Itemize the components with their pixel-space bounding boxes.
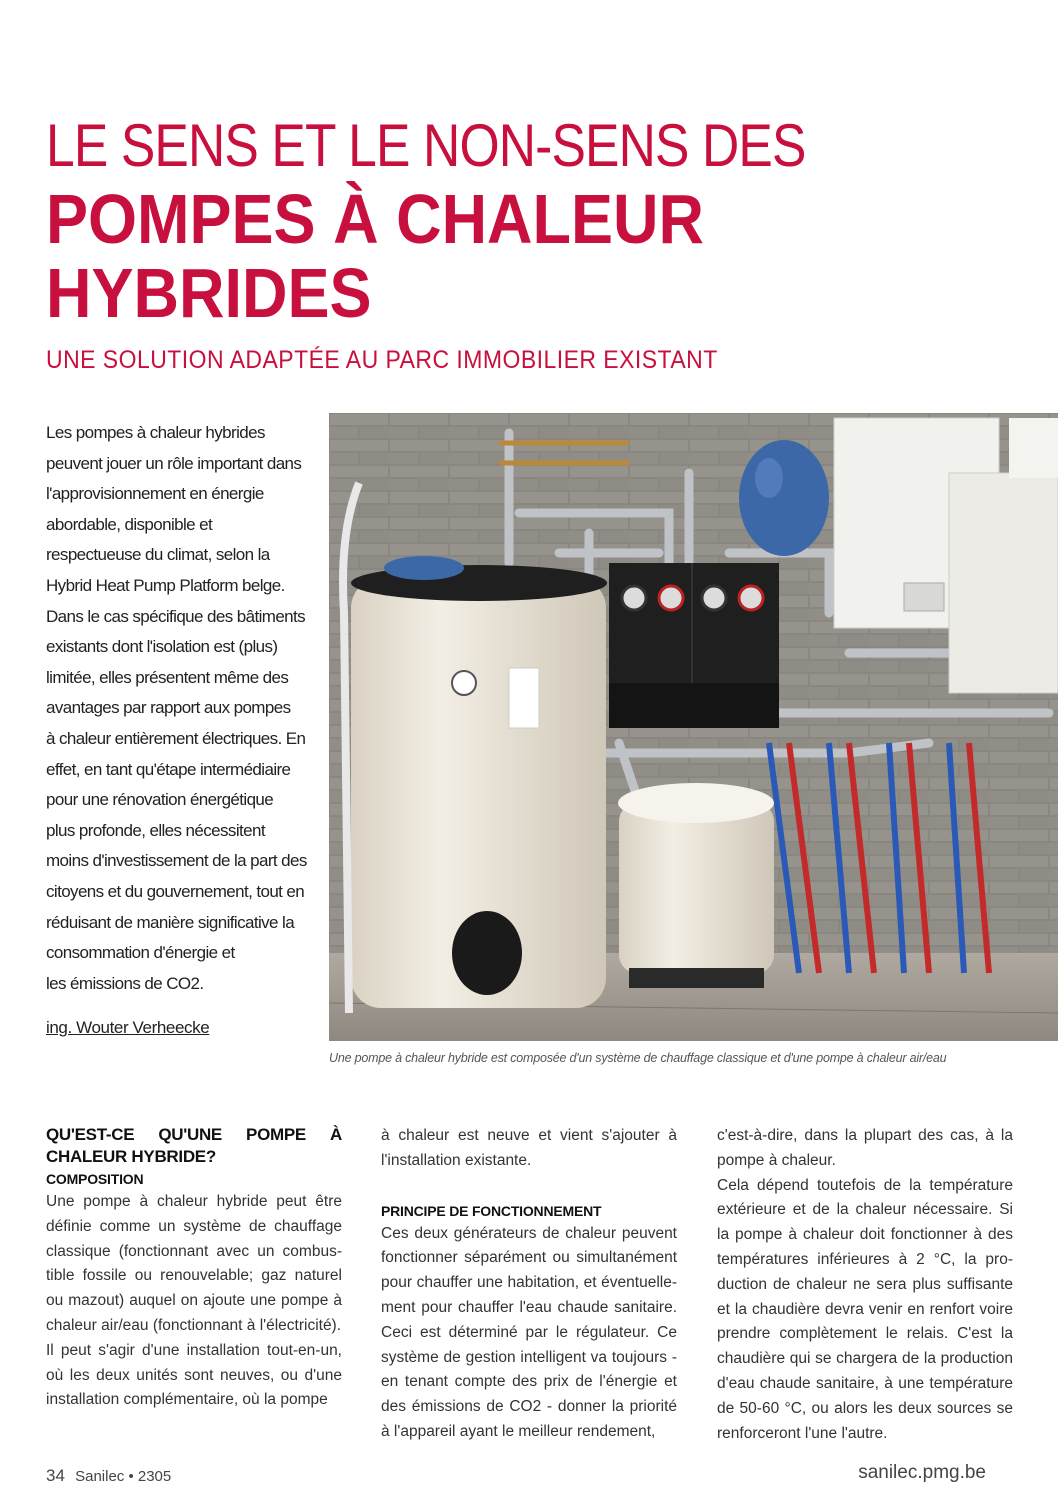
intro-line: l'approvisionnement en énergie xyxy=(46,484,264,504)
magazine-issue: Sanilec • 2305 xyxy=(75,1468,172,1485)
intro-line: Hybrid Heat Pump Platform belge. xyxy=(46,575,285,595)
intro-line: réduisant de manière significative la xyxy=(46,912,295,932)
intro-line: Les pompes à chaleur hybrides xyxy=(46,423,265,442)
subheading-composition: COMPOSITION xyxy=(46,1171,144,1187)
intro-line: effet, en tant qu'étape intermédiaire xyxy=(46,759,291,779)
intro-line: les émissions de CO2. xyxy=(46,973,204,993)
intro-line: existants dont l'isolation est (plus) xyxy=(46,637,278,657)
column-2 xyxy=(381,1124,677,1445)
intro-line: peuvent jouer un rôle important dans xyxy=(46,453,302,473)
intro-paragraph xyxy=(46,418,336,999)
paragraph-definition: Une pompe à chaleur hybride peut être définie comme un système de chauffage classique (fonctionnant avec un combustible fossile ou renouvelable; gaz naturel ou mazout) auquel on ajoute une pompe à chaleur air/eau (fonctionnant à l'électricité). xyxy=(46,1193,342,1334)
intro-line: limitée, elles présentent même des xyxy=(46,667,289,687)
intro-line: Dans le cas spécifique des bâtiments xyxy=(46,606,306,626)
intro-line: moins d'investissement de la part des xyxy=(46,851,307,871)
column-1 xyxy=(46,1124,342,1413)
intro-line: consommation d'énergie et xyxy=(46,943,235,963)
intro-line: avantages par rapport aux pompes xyxy=(46,698,291,718)
title-line-3: HYBRIDES xyxy=(46,254,372,332)
intro-line: abordable, disponible et xyxy=(46,514,213,534)
paragraph-temperature: Cela dépend toutefois de la température extérieure et de la chaleur nécessaire. Si la pompe à chaleur doit fonctionner à des températures inférieures à 2 °C, la production de chaleur ne sera plus suffisante et la chaudière devra venir en renfort voire prendre complètement le relais. C'est la chaudière qui se chargera de la production d'eau chaude sanitaire, à une température de 50-60 °C, ou alors les deux sources se renforceront l'une l'autre. xyxy=(717,1176,1013,1442)
paragraph-installation-part1: Il peut s'agir d'une installation tout-en-un, où les deux unités sont neuves, ou d'une installation complémentaire, où la pompe xyxy=(46,1341,342,1409)
paragraph-principe-cont: c'est-à-dire, dans la plupart des cas, à la pompe à chaleur. xyxy=(717,1127,1013,1169)
installation-illustration xyxy=(329,413,1058,1041)
intro-line: citoyens et du gouvernement, tout en xyxy=(46,881,305,901)
photo-caption: Une pompe à chaleur hybride est composée d'un système de chauffage classique et d'une pompe à chaleur air/eau xyxy=(329,1051,947,1065)
intro-line: respectueuse du climat, selon la xyxy=(46,545,270,565)
paragraph-installation-part2: à chaleur est neuve et vient s'ajouter à l'installation existante. xyxy=(381,1127,677,1169)
column-3 xyxy=(717,1124,1013,1446)
article-subtitle: UNE SOLUTION ADAPTÉE AU PARC IMMOBILIER EXISTANT xyxy=(46,346,718,374)
subheading-principe: PRINCIPE DE FONCTIONNEMENT xyxy=(381,1202,602,1219)
hybrid-heat-pump-photo xyxy=(329,413,1058,1041)
website-url[interactable]: sanilec.pmg.be xyxy=(858,1462,986,1483)
intro-line: plus profonde, elles nécessitent xyxy=(46,820,265,840)
title-line-2: POMPES À CHALEUR xyxy=(46,180,705,258)
paragraph-principe: Ces deux générateurs de chaleur peuvent fonctionner séparément ou simultanément pour chauffer une habitation, et éventuellement pour chauffer l'eau chaude sanitaire. Ceci est déterminé par le régulateur. Ce système de gestion intelligent va toujours - en tenant compte des prix de l'énergie et des émissions de CO2 - donner la priorité à l'appareil ayant le meilleur rendement, xyxy=(381,1224,677,1440)
page-footer-left xyxy=(46,1466,171,1486)
intro-line: pour une rénovation énergétique xyxy=(46,790,274,810)
author-link[interactable]: ing. Wouter Verheecke xyxy=(46,1018,210,1037)
intro-line: à chaleur entièrement électriques. En xyxy=(46,728,306,748)
page-number: 34 xyxy=(46,1466,65,1485)
section-heading-what-is: QU'EST-CE QU'UNE POMPE À CHALEUR HYBRIDE? xyxy=(46,1125,342,1166)
title-line-1: LE SENS ET LE NON-SENS DES xyxy=(46,112,806,179)
